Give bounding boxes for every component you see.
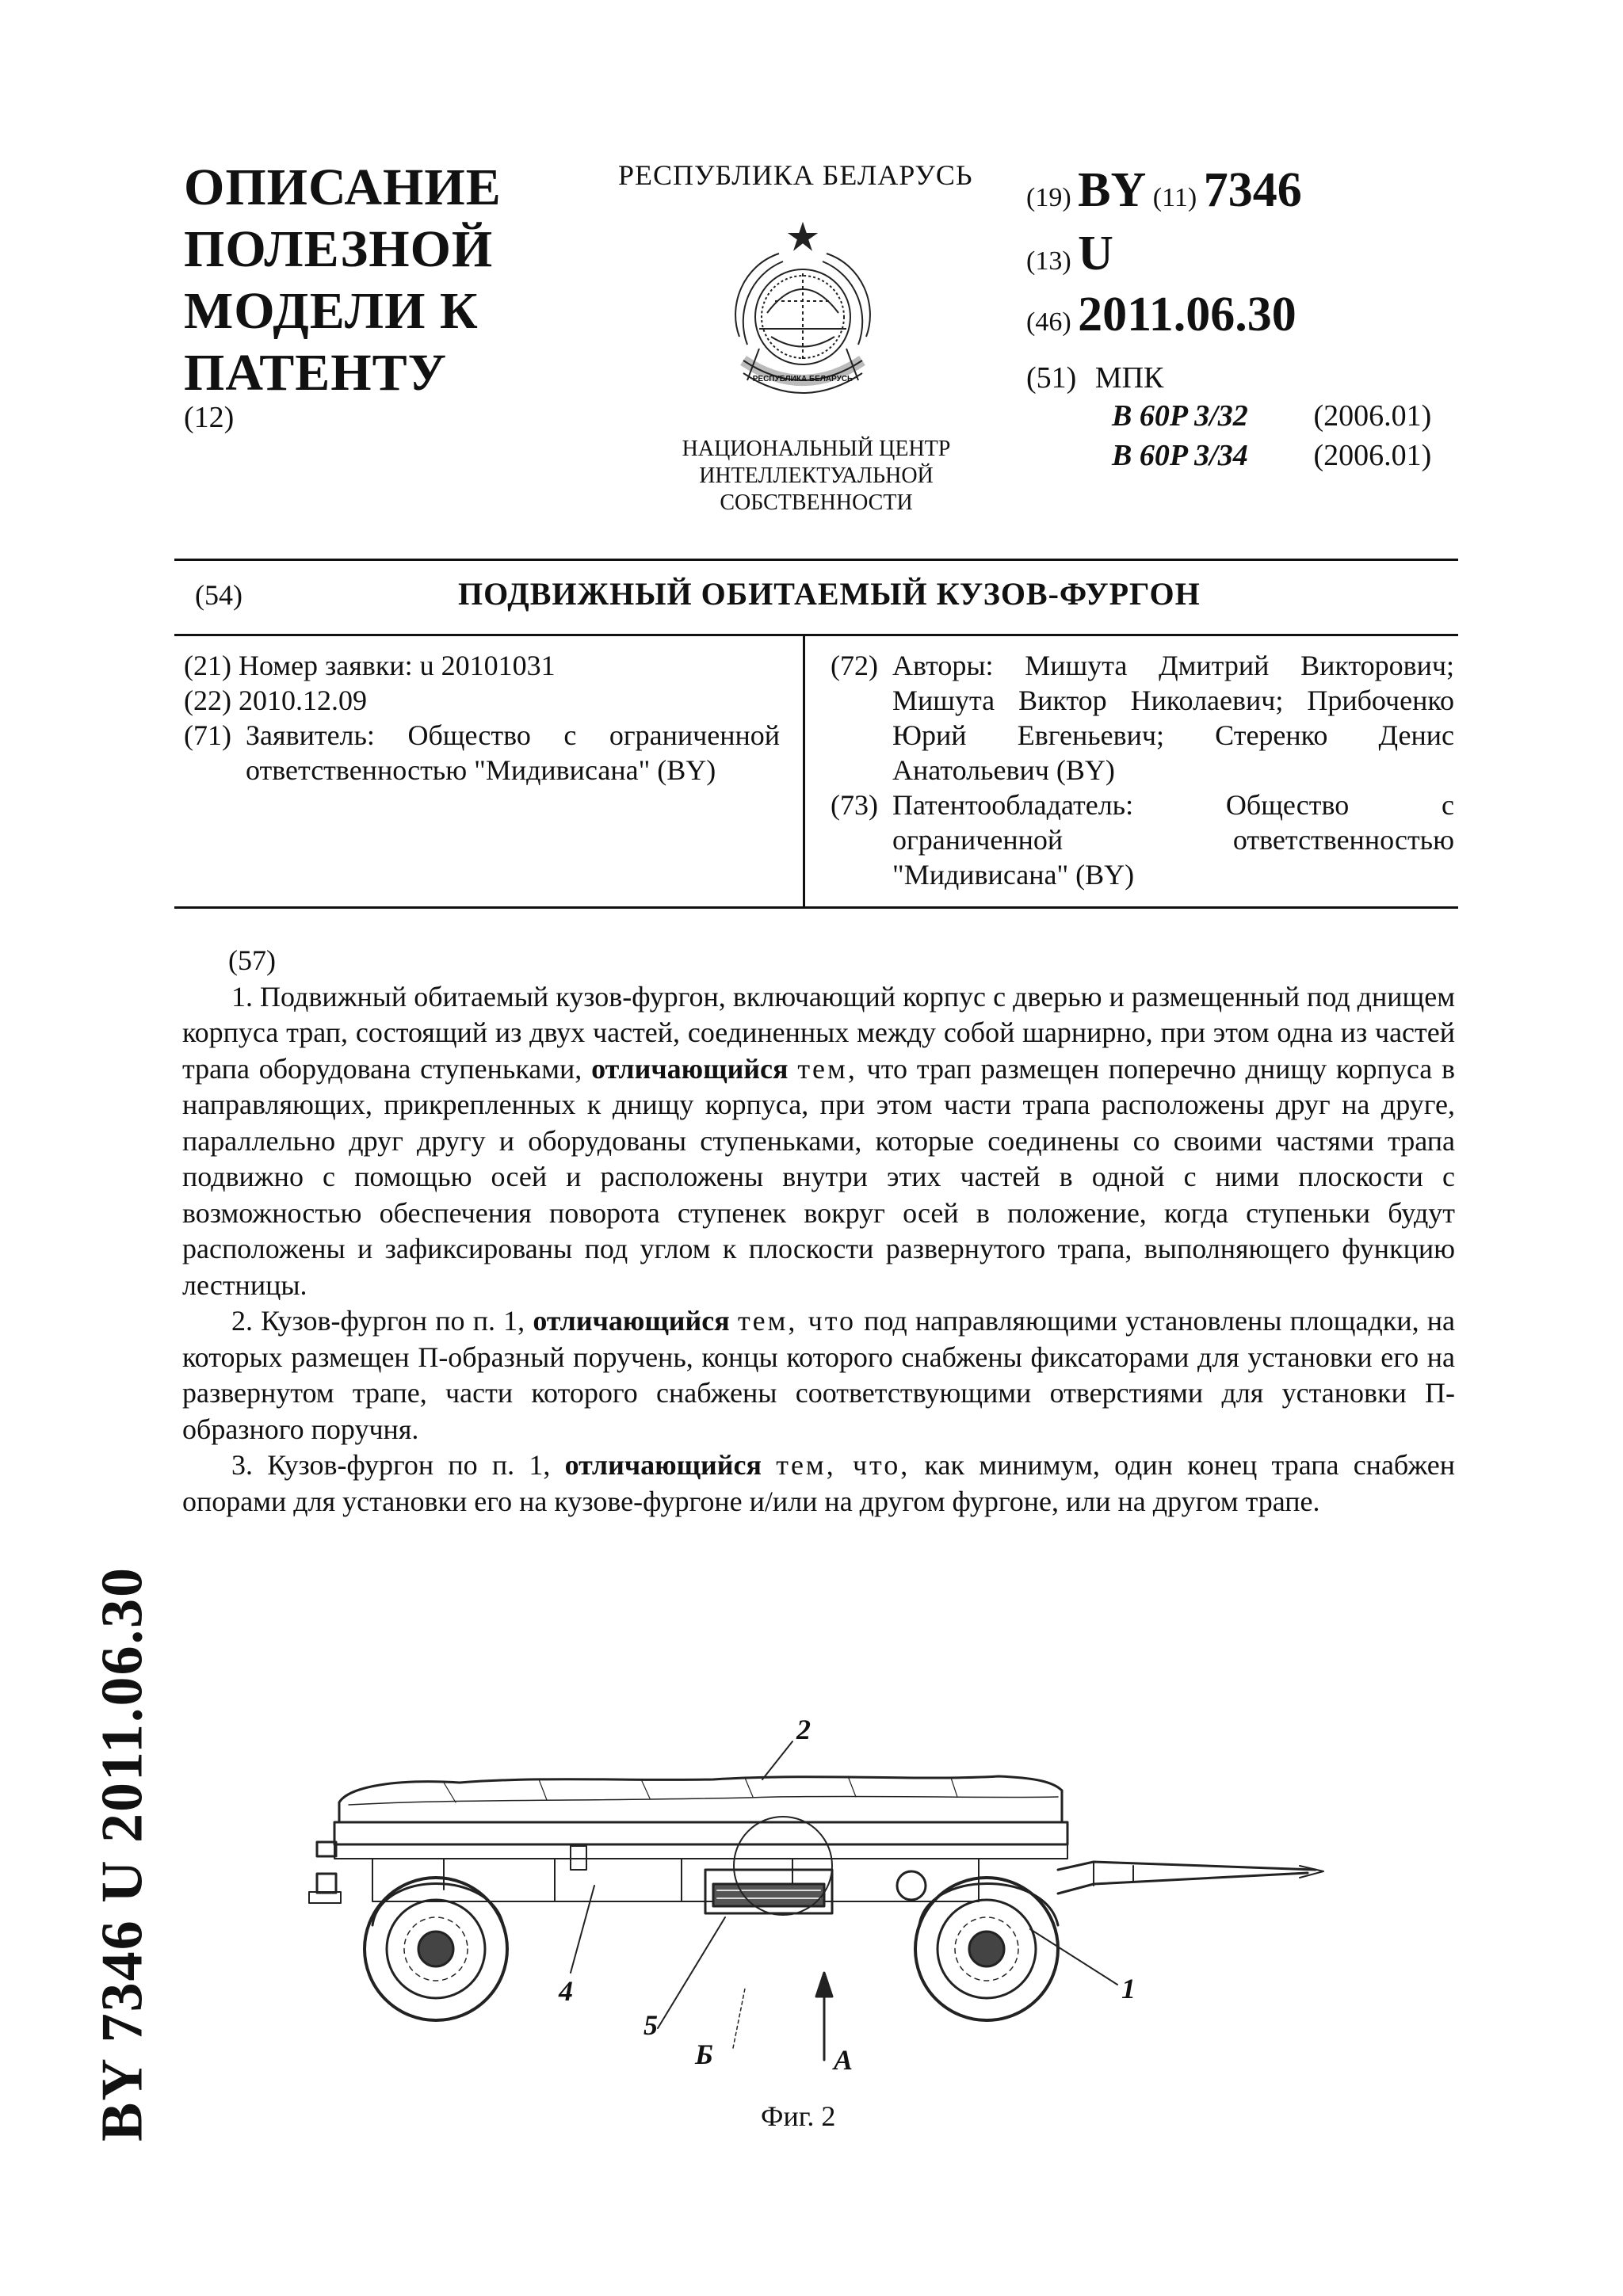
- applicant-column: [184, 648, 780, 788]
- national-center-name: [650, 436, 983, 517]
- inid-code-11: (11): [1152, 183, 1197, 212]
- claim-characterizing-word: отличающийся: [564, 1449, 762, 1481]
- claim-text: 2. Кузов-фургон по п. 1,: [231, 1305, 525, 1337]
- filing-date-entry: [184, 683, 780, 718]
- application-number-entry: [184, 648, 780, 683]
- utility-model-title: ПОДВИЖНЫЙ ОБИТАЕМЫЙ КУЗОВ-ФУРГОН: [458, 576, 1201, 612]
- patent-number-line: [1026, 162, 1302, 219]
- mpk-class-row: [1112, 399, 1431, 433]
- inid-code-57: (57): [228, 944, 276, 976]
- filing-date: 2010.12.09: [238, 685, 367, 716]
- divider: [174, 634, 1458, 636]
- inid-code-46: (46): [1026, 307, 1071, 337]
- claim-text: под направляющими установлены площадки, на которых размещен П-образный поручень, концы которого снабжены фиксаторами для установки его на развернутом трапе, части которого снабжены соответствующими отверстиями для установки П-образного поручня.: [182, 1305, 1456, 1445]
- claim-spaced-text: тем,: [797, 1052, 857, 1085]
- mpk-class: B 60P 3/32: [1112, 399, 1248, 433]
- doc-type-line: ПОЛЕЗНОЙ: [184, 220, 494, 278]
- emblem-ribbon-text: РЕСПУБЛИКА БЕЛАРУСЬ: [752, 375, 854, 383]
- country-code: BY: [1078, 163, 1147, 217]
- inid-code-72: (72): [831, 650, 878, 681]
- mpk-version: (2006.01): [1313, 439, 1432, 472]
- claim-spaced-text: тем, что: [737, 1305, 856, 1337]
- authors-entry: [831, 648, 1454, 788]
- claim-text: что трап размещен поперечно днищу корпуса в направляющих, прикрепленных к днищу корпуса, при этом части трапа расположены друг на друге, параллельно друг другу и оборудованы ступеньками, которые соединены со своими частями трапа подвижно с помощью осей и расположены внутри этих частей в одной с ними плоскости с возможностью обеспечения поворота ступенек вокруг осей в положение, когда ступеньки будут расположены и зафиксированы под углом к плоскости развернутого трапа, выполняющего функцию лестницы.: [182, 1052, 1456, 1301]
- claim-2: [182, 1303, 1455, 1447]
- figure-label: 1: [1121, 1973, 1136, 2004]
- kind-code: U: [1078, 227, 1113, 280]
- claim-text: 3. Кузов-фургон по п. 1,: [231, 1449, 551, 1481]
- inid-code-21: (21): [184, 650, 231, 681]
- figure-label: 2: [796, 1714, 811, 1745]
- figure-label: 5: [643, 2009, 658, 2041]
- national-center-line: НАЦИОНАЛЬНЫЙ ЦЕНТР: [682, 437, 951, 461]
- document-type-title: [184, 157, 502, 404]
- claim-characterizing-word: отличающийся: [591, 1052, 789, 1085]
- doc-type-line: МОДЕЛИ К: [184, 282, 479, 340]
- state-emblem-icon: [712, 218, 894, 424]
- publication-date-line: [1026, 287, 1296, 343]
- publication-date: 2011.06.30: [1078, 288, 1296, 341]
- doc-type-line: ОПИСАНИЕ: [184, 158, 502, 216]
- republic-name: РЕСПУБЛИКА БЕЛАРУСЬ: [618, 159, 973, 191]
- inid-code-19: (19): [1026, 183, 1071, 212]
- side-label: [79, 1561, 166, 2147]
- mpk-label: МПК: [1094, 361, 1164, 395]
- divider: [174, 559, 1458, 561]
- patent-holder: Патентообладатель: Общество с ограниченной ответственностью "Мидивисана" (BY): [892, 789, 1454, 891]
- inid-code-22: (22): [184, 685, 231, 716]
- inid-code-71: (71): [184, 719, 231, 751]
- mpk-class-row: [1112, 438, 1431, 473]
- claim-spaced-text: тем, что,: [776, 1449, 911, 1481]
- mpk-class: B 60P 3/34: [1112, 439, 1248, 472]
- applicant: Заявитель: Общество с ограниченной ответственностью "Мидивисана" (BY): [246, 719, 780, 786]
- authors: Авторы: Мишута Дмитрий Викторович; Мишута Виктор Николаевич; Прибоченко Юрий Евгеньевич; Стеренко Денис Анатольевич (BY): [892, 650, 1454, 786]
- side-label-text: BY 7346 U 2011.06.30: [90, 1566, 155, 2142]
- divider: [174, 906, 1458, 909]
- claims-section: [182, 943, 1455, 1520]
- claim-1: [182, 979, 1455, 1304]
- national-center-line: ИНТЕЛЛЕКТУАЛЬНОЙ: [699, 463, 934, 488]
- doc-type-line: ПАТЕНТУ: [184, 344, 448, 402]
- figure-label: Б: [695, 2039, 713, 2070]
- national-center-line: СОБСТВЕННОСТИ: [720, 490, 913, 515]
- claim-text: 1. Подвижный обитаемый кузов-фургон, включающий корпус с дверью и размещенный под днищем корпуса трап, состоящий из двух частей, соединенных между собой шарнирно, при этом одна из частей трапа оборудована ступеньками,: [182, 980, 1455, 1085]
- claim-characterizing-word: отличающийся: [533, 1305, 730, 1337]
- figure-caption: Фиг. 2: [761, 2100, 836, 2132]
- mpk-label-line: [1026, 360, 1163, 395]
- patent-holder-entry: [831, 788, 1454, 892]
- claim-3: [182, 1447, 1455, 1520]
- inid-code-12: (12): [184, 401, 235, 434]
- column-divider: [803, 634, 805, 907]
- inid-code-51: (51): [1026, 361, 1077, 395]
- authors-column: [831, 648, 1454, 892]
- trailer-drawing: [301, 1703, 1331, 2076]
- claim-text: как минимум, один конец трапа снабжен опорами для установки его на кузове-фургоне и/или на другом фургоне, или на другом трапе.: [182, 1449, 1455, 1517]
- kind-code-line: [1026, 226, 1113, 282]
- application-number: Номер заявки: u 20101031: [238, 650, 556, 681]
- figure-label: 4: [559, 1975, 573, 2007]
- applicant-entry: [184, 718, 780, 788]
- inid-code-54: (54): [195, 579, 242, 611]
- figure-label: А: [834, 2044, 854, 2076]
- inid-code-13: (13): [1026, 246, 1071, 276]
- inid-code-73: (73): [831, 789, 878, 821]
- mpk-version: (2006.01): [1313, 399, 1432, 433]
- patent-number: 7346: [1203, 163, 1302, 217]
